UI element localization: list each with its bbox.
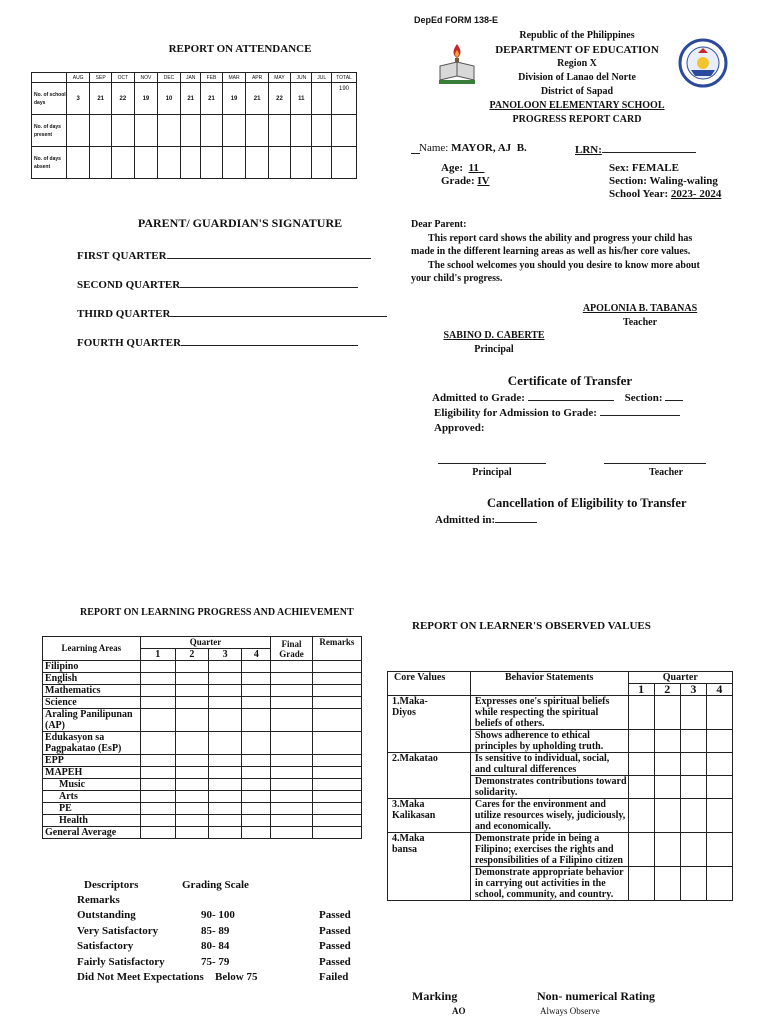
form-code: DepEd FORM 138-E: [414, 15, 499, 25]
attendance-cell[interactable]: [312, 115, 332, 147]
value-mark-cell[interactable]: [680, 776, 706, 799]
district-line: District of Sapad: [540, 86, 614, 97]
learning-area-name: PE: [43, 803, 141, 815]
learning-area-name: Edukasyon sa Pagpakatao (EsP): [43, 732, 141, 755]
grade-cell[interactable]: [312, 767, 361, 779]
student-age: 11: [468, 162, 479, 174]
value-mark-cell[interactable]: [628, 867, 654, 901]
learning-area-name: Science: [43, 697, 141, 709]
learning-area-name: Health: [43, 815, 141, 827]
grading-range: 80- 84: [201, 940, 230, 952]
grade-cell[interactable]: [175, 732, 208, 755]
value-mark-cell[interactable]: [654, 696, 680, 730]
grade-cell[interactable]: [140, 709, 175, 732]
grade-cell[interactable]: [271, 709, 312, 732]
student-name-row: Name: MAYOR, AJ B.: [419, 142, 527, 154]
grading-row: [77, 925, 377, 941]
value-mark-cell[interactable]: [628, 833, 654, 867]
card-title: PROGRESS REPORT CARD: [512, 114, 642, 125]
grade-cell[interactable]: [175, 791, 208, 803]
grading-remark: Passed: [319, 955, 351, 968]
grade-cell[interactable]: [140, 685, 175, 697]
attendance-month-header: FEB: [201, 73, 222, 83]
core-values-table: Core Values Behavior Statements Quarter 1 2 3 4 1.Maka- Diyos Expresses one's spiritual beliefs while respecting the spiritual beliefs of others. Shows adherence to ethical principles by upholding truth. 2.Makatao Is sensitive to individual, social, and cultural differences Demonstrates contributions toward solidarity. 3.Maka Kalikasan Cares for the environment and utilize resources wisely, judiciously, and economically. 4.Maka bansa Demonstrate pride in being a Filipino; exercises the rights and responsibilities of a Filipino citizen Demonstrate appropriate behavior in carrying out activities in the school, community, and country.: [387, 671, 733, 901]
attendance-month-header: DEC: [158, 73, 181, 83]
grade-cell[interactable]: [312, 803, 361, 815]
grade-cell[interactable]: [312, 697, 361, 709]
learning-area-name: MAPEH: [43, 767, 141, 779]
attendance-cell[interactable]: [201, 147, 222, 179]
guardian-signature-q3[interactable]: THIRD QUARTER: [77, 305, 387, 320]
grade-cell[interactable]: [140, 827, 175, 839]
value-mark-cell[interactable]: [654, 833, 680, 867]
grading-range: Below 75: [215, 971, 258, 983]
lrn-field: LRN:: [575, 142, 696, 156]
grade-cell[interactable]: [242, 697, 271, 709]
value-mark-cell[interactable]: [680, 730, 706, 753]
student-section: Waling-waling: [649, 175, 718, 187]
behavior-statement: Shows adherence to ethical principles by upholding truth.: [470, 730, 628, 753]
student-name: MAYOR, AJ: [451, 142, 512, 154]
grade-cell[interactable]: [271, 697, 312, 709]
grading-range: 85- 89: [201, 924, 230, 937]
attendance-row-label: No. of days present: [32, 115, 67, 147]
attendance-cell[interactable]: 22: [112, 83, 135, 115]
attendance-cell[interactable]: [222, 115, 246, 147]
grade-cell[interactable]: [209, 755, 242, 767]
learning-area-name: Arts: [43, 791, 141, 803]
transfer-teacher-line[interactable]: [604, 463, 706, 464]
value-mark-cell[interactable]: [680, 696, 706, 730]
grade-cell[interactable]: [209, 815, 242, 827]
grading-descriptor: Did Not Meet Expectations: [77, 971, 204, 983]
grading-remark: Failed: [319, 971, 349, 983]
grade-cell[interactable]: [242, 803, 271, 815]
value-mark-cell[interactable]: [680, 833, 706, 867]
attendance-cell[interactable]: [134, 115, 157, 147]
grade-cell[interactable]: [175, 803, 208, 815]
value-mark-cell[interactable]: [680, 799, 706, 833]
attendance-row-label: No. of school days: [32, 83, 67, 115]
admitted-in-field: Admitted in:: [435, 514, 537, 526]
learning-area-row: [43, 673, 362, 685]
grade-cell[interactable]: [209, 791, 242, 803]
student-grade: IV: [477, 175, 490, 187]
value-mark-cell[interactable]: [680, 753, 706, 776]
value-mark-cell[interactable]: [628, 730, 654, 753]
core-value-row: [388, 696, 733, 730]
attendance-cell[interactable]: [246, 147, 268, 179]
parent-letter: Dear Parent: This report card shows the ability and progress your child has made in the different learning areas as well as his/her core values. The school welcomes you should you desire to know more about your child's progress.: [411, 219, 700, 284]
division-line: Division of Lanao del Norte: [518, 72, 636, 83]
attendance-row-label: No. of days absent: [32, 147, 67, 179]
grade-cell[interactable]: [209, 767, 242, 779]
learning-area-name: English: [43, 673, 141, 685]
grade-cell[interactable]: [312, 709, 361, 732]
attendance-cell[interactable]: [158, 147, 181, 179]
grade-cell[interactable]: [175, 709, 208, 732]
grading-row: [77, 909, 377, 925]
value-mark-cell[interactable]: [654, 799, 680, 833]
grade-cell[interactable]: [175, 661, 208, 673]
learning-area-row: [43, 791, 362, 803]
attendance-month-header: TOTAL: [332, 73, 357, 83]
grade-cell[interactable]: [312, 815, 361, 827]
grade-cell[interactable]: [140, 673, 175, 685]
value-mark-cell[interactable]: [706, 696, 732, 730]
attendance-cell[interactable]: [246, 115, 268, 147]
attendance-month-header: AUG: [67, 73, 90, 83]
grade-cell[interactable]: [242, 685, 271, 697]
grade-cell[interactable]: [140, 815, 175, 827]
attendance-cell[interactable]: 19: [222, 83, 246, 115]
grade-cell[interactable]: [175, 827, 208, 839]
attendance-cell[interactable]: [134, 147, 157, 179]
attendance-cell[interactable]: [312, 83, 332, 115]
grade-cell[interactable]: [209, 803, 242, 815]
attendance-title: REPORT ON ATTENDANCE: [168, 43, 312, 55]
grade-cell[interactable]: [242, 791, 271, 803]
value-mark-cell[interactable]: [654, 776, 680, 799]
grade-cell[interactable]: [271, 732, 312, 755]
value-mark-cell[interactable]: [706, 753, 732, 776]
attendance-cell[interactable]: [222, 147, 246, 179]
learning-area-row: [43, 697, 362, 709]
learning-area-row: [43, 732, 362, 755]
attendance-cell[interactable]: [180, 147, 201, 179]
grading-row: [77, 940, 377, 956]
grade-cell[interactable]: [271, 755, 312, 767]
grade-cell[interactable]: [242, 732, 271, 755]
region-line: Region X: [557, 58, 597, 69]
grading-scale-list: [77, 909, 377, 987]
grade-cell[interactable]: [140, 697, 175, 709]
grade-cell[interactable]: [175, 673, 208, 685]
grade-cell[interactable]: [242, 709, 271, 732]
attendance-cell[interactable]: [112, 147, 135, 179]
behavior-statement: Expresses one's spiritual beliefs while respecting the spiritual beliefs of others.: [470, 696, 628, 730]
grade-cell[interactable]: [140, 732, 175, 755]
attendance-month-header: NOV: [134, 73, 157, 83]
attendance-cell[interactable]: 10: [158, 83, 181, 115]
mark-code: AO: [452, 1006, 466, 1016]
value-mark-cell[interactable]: [706, 730, 732, 753]
grade-cell[interactable]: [312, 661, 361, 673]
grade-cell[interactable]: [242, 767, 271, 779]
grading-row: [77, 956, 377, 972]
learning-area-row: [43, 767, 362, 779]
grade-cell[interactable]: [175, 767, 208, 779]
learning-areas-table: Learning Areas Quarter Final Grade Remarks 1 2 3 4 Filipino English Mathematics Science Araling Panilipunan (AP) Edukasyon sa Pagpakatao (EsP) EPP MAPEH Music Arts PE Health General Average: [42, 636, 362, 839]
grade-cell[interactable]: [242, 779, 271, 791]
learning-area-name: Mathematics: [43, 685, 141, 697]
attendance-table: [31, 72, 357, 179]
grade-cell[interactable]: [175, 755, 208, 767]
grade-cell[interactable]: [209, 697, 242, 709]
attendance-cell[interactable]: [112, 115, 135, 147]
attendance-cell[interactable]: 3: [67, 83, 90, 115]
attendance-cell[interactable]: [67, 147, 90, 179]
grade-cell[interactable]: [209, 827, 242, 839]
grading-descriptor: Very Satisfactory: [77, 924, 159, 937]
guardian-signature-q4[interactable]: FOURTH QUARTER: [77, 334, 358, 349]
attendance-cell[interactable]: [268, 115, 291, 147]
behavior-statement: Is sensitive to individual, social, and cultural differences: [470, 753, 628, 776]
grade-cell[interactable]: [175, 685, 208, 697]
attendance-month-header: JUN: [291, 73, 312, 83]
attendance-cell[interactable]: [332, 115, 357, 147]
transfer-title: Certificate of Transfer: [507, 373, 633, 388]
attendance-cell[interactable]: 11: [291, 83, 312, 115]
school-year: 2023- 2024: [670, 188, 722, 200]
attendance-month-header: APR: [246, 73, 268, 83]
core-value-row: [388, 833, 733, 867]
marking-label: Marking: [412, 989, 458, 1003]
school-name: PANOLOON ELEMENTARY SCHOOL: [489, 100, 665, 111]
grade-cell[interactable]: [242, 661, 271, 673]
learning-area-row: [43, 709, 362, 732]
learning-title: REPORT ON LEARNING PROGRESS AND ACHIEVEMENT: [80, 607, 354, 618]
grade-cell[interactable]: [271, 779, 312, 791]
value-mark-cell[interactable]: [628, 753, 654, 776]
grading-scale-label: Grading Scale: [182, 879, 249, 891]
attendance-cell[interactable]: [291, 115, 312, 147]
core-value-name: 2.Makatao: [388, 753, 471, 799]
grade-cell[interactable]: [140, 767, 175, 779]
grading-range: 75- 79: [201, 955, 230, 968]
attendance-month-header: MAR: [222, 73, 246, 83]
attendance-cell[interactable]: 19: [134, 83, 157, 115]
learning-area-row: [43, 827, 362, 839]
grade-cell[interactable]: [140, 803, 175, 815]
grade-cell[interactable]: [271, 767, 312, 779]
attendance-month-header: MAY: [268, 73, 291, 83]
attendance-cell[interactable]: 21: [201, 83, 222, 115]
grade-cell[interactable]: [242, 755, 271, 767]
grade-cell[interactable]: [312, 827, 361, 839]
sex-section-year: Sex: FEMALE Section: Waling-waling School Year: 2023- 2024: [609, 162, 722, 200]
grade-cell[interactable]: [140, 661, 175, 673]
attendance-cell[interactable]: 21: [246, 83, 268, 115]
attendance-cell[interactable]: [312, 147, 332, 179]
age-grade: Age: 11 Grade: IV: [441, 162, 490, 187]
learning-area-name: EPP: [43, 755, 141, 767]
grade-cell[interactable]: [271, 827, 312, 839]
attendance-cell[interactable]: 190: [332, 83, 357, 115]
attendance-cell[interactable]: 22: [268, 83, 291, 115]
transfer-principal-line[interactable]: [438, 463, 546, 464]
grade-cell[interactable]: [312, 685, 361, 697]
rating-label: Non- numerical Rating: [537, 989, 655, 1003]
value-mark-cell[interactable]: [628, 799, 654, 833]
grading-range: 90- 100: [201, 909, 235, 921]
grade-cell[interactable]: [209, 673, 242, 685]
grade-cell[interactable]: [271, 791, 312, 803]
grade-cell[interactable]: [271, 685, 312, 697]
cancellation-title: Cancellation of Eligibility to Transfer: [487, 496, 687, 510]
learning-area-row: [43, 815, 362, 827]
grade-cell[interactable]: [175, 815, 208, 827]
grade-cell[interactable]: [140, 791, 175, 803]
attendance-cell[interactable]: [90, 147, 112, 179]
grading-remark: Passed: [319, 909, 351, 921]
learning-area-row: [43, 779, 362, 791]
teacher-signatory: APOLONIA B. TABANAS Teacher: [582, 303, 698, 328]
grade-cell[interactable]: [312, 732, 361, 755]
guardian-signature-q2[interactable]: SECOND QUARTER: [77, 276, 358, 291]
learning-area-row: [43, 685, 362, 697]
attendance-month-header: OCT: [112, 73, 135, 83]
values-title: REPORT ON LEARNER'S OBSERVED VALUES: [412, 620, 651, 632]
grade-cell[interactable]: [312, 791, 361, 803]
attendance-month-header: JAN: [180, 73, 201, 83]
grade-cell[interactable]: [312, 673, 361, 685]
grading-remark: Passed: [319, 924, 351, 937]
grade-cell[interactable]: [242, 815, 271, 827]
grade-cell[interactable]: [271, 673, 312, 685]
learning-area-name: General Average: [43, 827, 141, 839]
agency-header: [462, 29, 692, 127]
remarks-label: Remarks: [77, 894, 120, 906]
attendance-cell[interactable]: [201, 115, 222, 147]
core-value-name: 1.Maka- Diyos: [388, 696, 471, 753]
attendance-month-header: JUL: [312, 73, 332, 83]
behavior-statement: Demonstrates contributions toward solidarity.: [470, 776, 628, 799]
learning-area-row: [43, 661, 362, 673]
learning-area-name: Music: [43, 779, 141, 791]
value-mark-cell[interactable]: [628, 776, 654, 799]
behavior-statement: Demonstrate appropriate behavior in carrying out activities in the school, community, and country.: [470, 867, 628, 901]
attendance-cell[interactable]: [158, 115, 181, 147]
grade-cell[interactable]: [271, 815, 312, 827]
value-mark-cell[interactable]: [654, 753, 680, 776]
core-value-name: 3.Maka Kalikasan: [388, 799, 471, 833]
attendance-cell[interactable]: 21: [180, 83, 201, 115]
grade-cell[interactable]: [209, 661, 242, 673]
learning-area-name: Filipino: [43, 661, 141, 673]
grade-cell[interactable]: [175, 779, 208, 791]
student-sex: FEMALE: [631, 162, 679, 174]
student-middle-initial: B.: [516, 142, 527, 154]
guardian-title: PARENT/ GUARDIAN'S SIGNATURE: [137, 216, 343, 230]
value-mark-cell[interactable]: [706, 867, 732, 901]
attendance-cell[interactable]: [268, 147, 291, 179]
grade-cell[interactable]: [209, 779, 242, 791]
value-mark-cell[interactable]: [680, 867, 706, 901]
grade-cell[interactable]: [271, 661, 312, 673]
grade-cell[interactable]: [271, 803, 312, 815]
grade-cell[interactable]: [242, 673, 271, 685]
mark-rating: Always Observe: [540, 1006, 600, 1016]
learning-area-name: Araling Panilipunan (AP): [43, 709, 141, 732]
attendance-cell[interactable]: [291, 147, 312, 179]
grading-descriptor: Satisfactory: [77, 940, 134, 952]
core-value-row: [388, 753, 733, 776]
department-line: DEPARTMENT OF EDUCATION: [495, 44, 659, 56]
grade-cell[interactable]: [140, 755, 175, 767]
value-mark-cell[interactable]: [654, 867, 680, 901]
republic-line: Republic of the Philippines: [519, 30, 635, 41]
value-mark-cell[interactable]: [706, 776, 732, 799]
grading-remark: Passed: [319, 940, 351, 952]
attendance-cell[interactable]: [180, 115, 201, 147]
attendance-cell[interactable]: 21: [90, 83, 112, 115]
value-mark-cell[interactable]: [654, 730, 680, 753]
core-value-name: 4.Maka bansa: [388, 833, 471, 901]
learning-area-row: [43, 803, 362, 815]
grade-cell[interactable]: [242, 827, 271, 839]
behavior-statement: Cares for the environment and utilize resources wisely, judiciously, and economically.: [470, 799, 628, 833]
descriptors-label: Descriptors: [84, 879, 139, 891]
value-mark-cell[interactable]: [706, 833, 732, 867]
grade-cell[interactable]: [175, 697, 208, 709]
grade-cell[interactable]: [209, 685, 242, 697]
behavior-statement: Demonstrate pride in being a Filipino; exercises the rights and responsibilities of a Filipino citizen: [470, 833, 628, 867]
value-mark-cell[interactable]: [628, 696, 654, 730]
grading-descriptor: Fairly Satisfactory: [77, 955, 165, 968]
grade-cell[interactable]: [312, 755, 361, 767]
learning-area-row: [43, 755, 362, 767]
grading-row: [77, 971, 377, 987]
principal-signatory: SABINO D. CABERTE Principal: [443, 330, 545, 355]
grade-cell[interactable]: [209, 732, 242, 755]
value-mark-cell[interactable]: [706, 799, 732, 833]
core-value-row: [388, 799, 733, 833]
attendance-month-header: SEP: [90, 73, 112, 83]
grade-cell[interactable]: [140, 779, 175, 791]
guardian-signature-q1[interactable]: FIRST QUARTER: [77, 247, 371, 262]
attendance-cell[interactable]: [67, 115, 90, 147]
grade-cell[interactable]: [209, 709, 242, 732]
attendance-cell[interactable]: [332, 147, 357, 179]
grade-cell[interactable]: [312, 779, 361, 791]
grading-descriptor: Outstanding: [77, 909, 136, 921]
transfer-fields: Admitted to Grade: Section: Eligibility for Admission to Grade: Approved:: [432, 391, 683, 436]
attendance-cell[interactable]: [90, 115, 112, 147]
